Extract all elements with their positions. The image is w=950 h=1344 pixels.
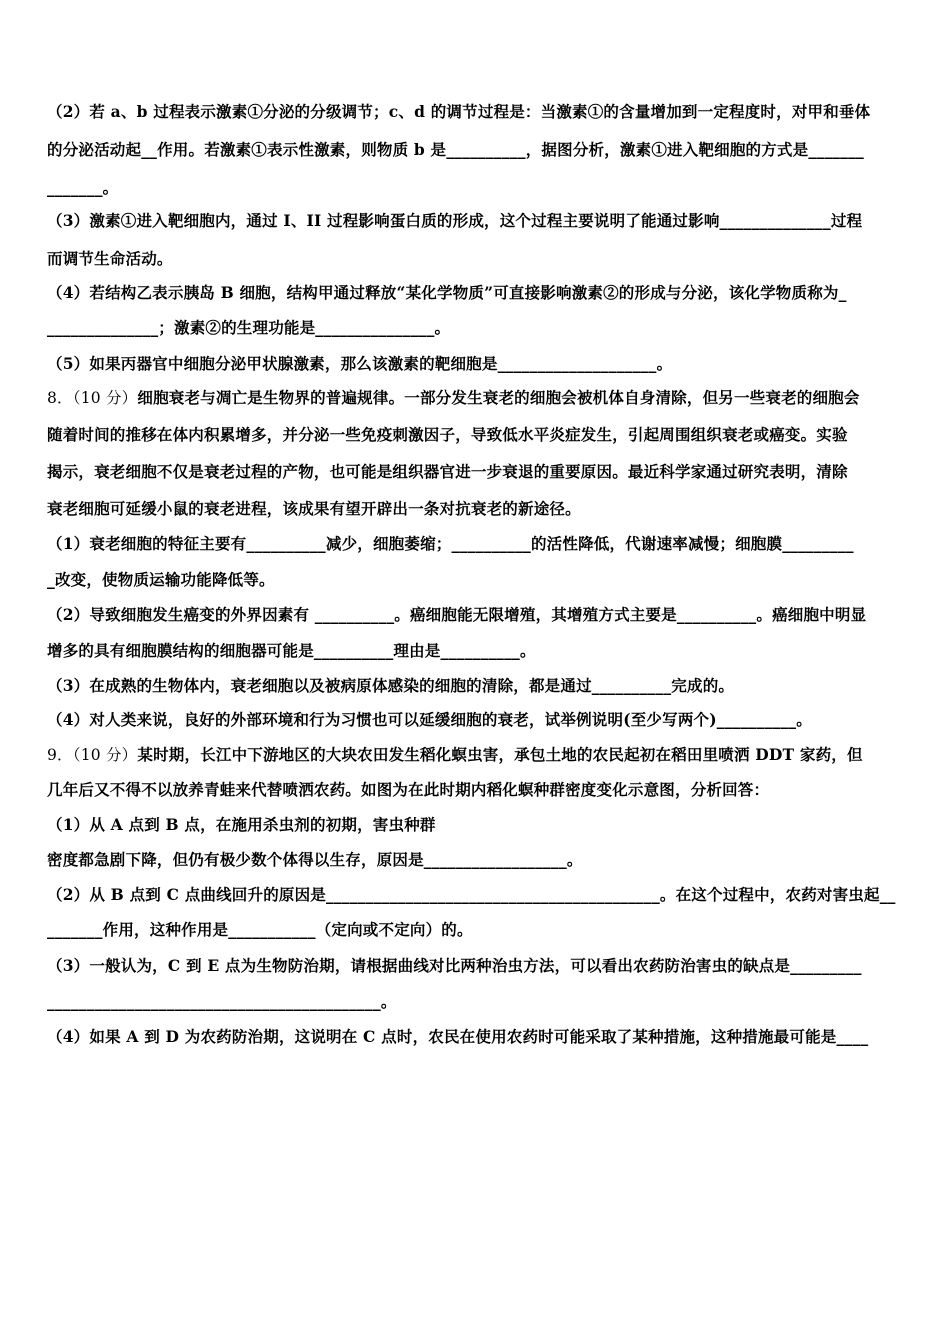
q7-part5-line1: （5）如果丙器官中细胞分泌甲状腺激素，那么该激素的靶细胞是____________________。 <box>47 354 673 373</box>
q8-intro-line3: 揭示，衰老细胞不仅是衰老过程的产物，也可能是组织器官进一步衰退的重要原因。最近科学家通过研究表明，清除 <box>47 462 848 481</box>
q7-part4-line1: （4）若结构乙表示胰岛 B 细胞，结构甲通过释放“某化学物质”可直接影响激素②的形成与分泌，该化学物质称为_ <box>47 283 847 302</box>
q8-part2-line1: （2）导致细胞发生癌变的外界因素有 __________。癌细胞能无限增殖，其增殖方式主要是__________。癌细胞中明显 <box>47 605 867 624</box>
q9-intro-line1: 9．（10 分）某时期，长江中下游地区的大块农田发生稻化螟虫害，承包土地的农民起初在稻田里喷洒 DDT 家药，但 <box>47 745 863 764</box>
q8-part3-line1: （3）在成熟的生物体内，衰老细胞以及被病原体感染的细胞的清除，都是通过__________完成的。 <box>47 676 735 695</box>
q8-intro-line2: 随着时间的推移在体内积累增多，并分泌一些免疫刺激因子，导致低水平炎症发生，引起周围组织衰老或癌变。实验 <box>47 425 848 444</box>
q9-part1-line1: （1）从 A 点到 B 点，在施用杀虫剂的初期，害虫种群 <box>47 815 436 834</box>
q9-part3-line1: （3）一般认为，C 到 E 点为生物防治期，请根据曲线对比两种治虫方法，可以看出农药防治害虫的缺点是_________ <box>47 956 862 975</box>
q9-number: 9．（10 分） <box>47 746 138 764</box>
q7-part4-line2: ______________；激素②的生理功能是_______________。 <box>47 318 451 337</box>
q9-part1-line2: 密度都急剧下降，但仍有极少数个体得以生存，原因是__________________。 <box>47 850 583 869</box>
q8-part4-line1: （4）对人类来说，良好的外部环境和行为习惯也可以延缓细胞的衰老，试举例说明(至少写两个)__________。 <box>47 710 812 729</box>
q7-part2-line2: 的分泌活动起__作用。若激素①表示性激素，则物质 b 是__________，据图分析，激素①进入靶细胞的方式是_______ <box>47 140 864 159</box>
q9-part2-line1: （2）从 B 点到 C 点曲线回升的原因是__________________________________________。在这个过程中，农药对害虫起__ <box>47 885 896 904</box>
q9-part4-line1: （4）如果 A 到 D 为农药防治期，这说明在 C 点时，农民在使用农药时可能采取了某种措施，这种措施最可能是____ <box>47 1027 869 1046</box>
q8-intro-line4: 衰老细胞可延缓小鼠的衰老进程，该成果有望开辟出一条对抗衰老的新途径。 <box>47 499 581 518</box>
q7-part2-line3: _______。 <box>47 178 119 197</box>
q8-part2-line2: 增多的具有细胞膜结构的细胞器可能是__________理由是__________。 <box>47 641 536 660</box>
q8-intro-line1: 8．（10 分）细胞衰老与凋亡是生物界的普遍规律。一部分发生衰老的细胞会被机体自身清除，但另一些衰老的细胞会 <box>47 388 860 407</box>
q9-part3-line2: __________________________________________。 <box>47 992 397 1011</box>
q8-part1-line2: _改变，使物质运输功能降低等。 <box>47 570 275 589</box>
q7-part3-line2: 而调节生命活动。 <box>47 249 173 268</box>
q9-part2-line2: _______作用，这种作用是___________（定向或不定向）的。 <box>47 920 473 939</box>
q7-part3-line1: （3）激素①进入靶细胞内，通过 I、II 过程影响蛋白质的形成，这个过程主要说明了能通过影响______________过程 <box>47 211 863 230</box>
q8-number: 8．（10 分） <box>47 389 138 407</box>
q7-part2-line1: （2）若 a、b 过程表示激素①分泌的分级调节；c、d 的调节过程是：当激素①的含量增加到一定程度时，对甲和垂体 <box>47 102 871 121</box>
q8-part1-line1: （1）衰老细胞的特征主要有__________减少，细胞萎缩；__________的活性降低，代谢速率减慢；细胞膜_________ <box>47 534 854 553</box>
q9-intro-line2: 几年后又不得不以放养青蛙来代替喷洒农药。如图为在此时期内稻化螟种群密度变化示意图，分析回答： <box>47 780 770 799</box>
